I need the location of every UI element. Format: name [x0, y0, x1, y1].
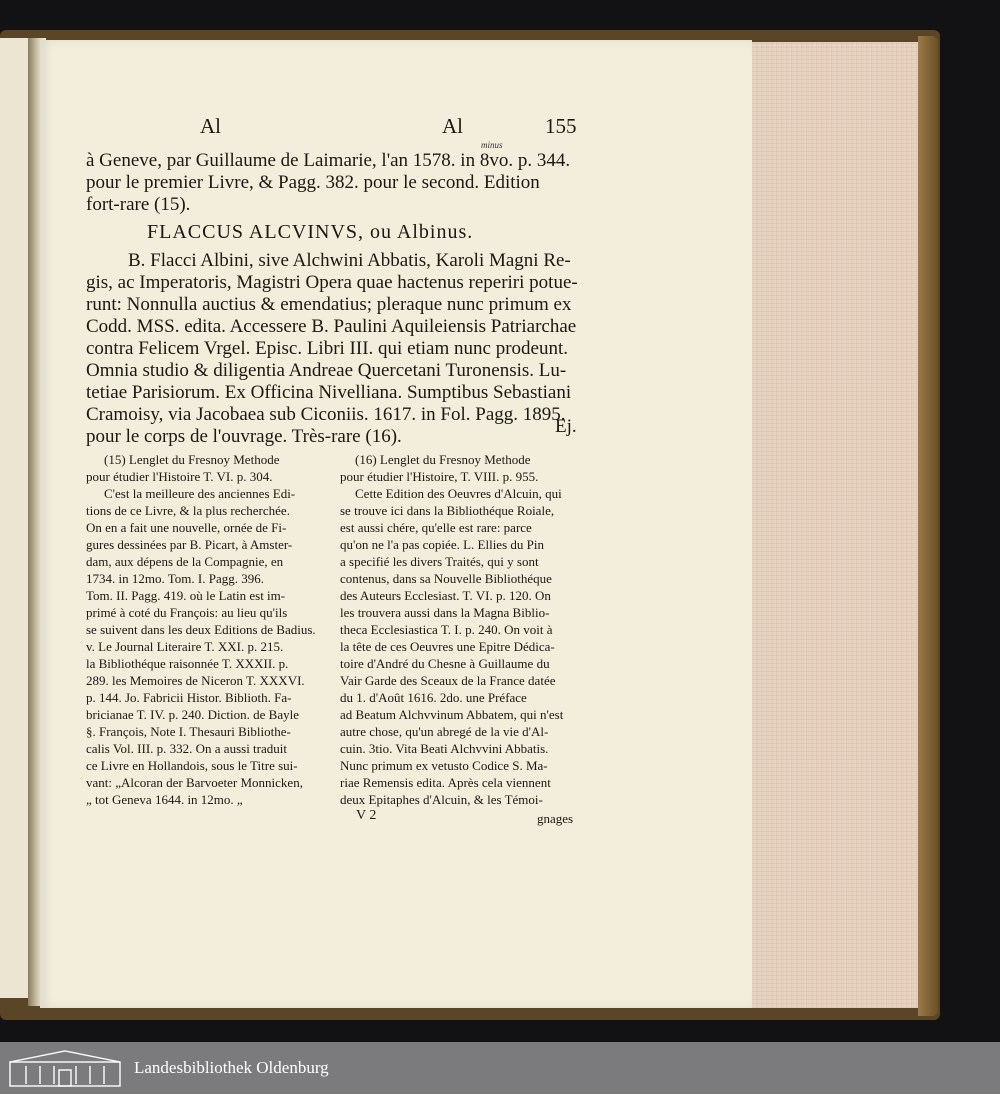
note-right-line: contenus, dans sa Nouvelle Bibliothéque — [340, 571, 552, 586]
intro-line: à Geneve, par Guillaume de Laimarie, l'an 1578. in 8vo. p. 344. — [86, 150, 571, 171]
note-left-line: On en a fait une nouvelle, ornée de Fi- — [86, 520, 287, 535]
note-right-line: la tête de ces Oeuvres une Epitre Dédica- — [340, 639, 555, 654]
note-right-line: theca Ecclesiastica T. I. p. 240. On voit à — [340, 622, 553, 637]
entry-line: tetiae Parisiorum. Ex Officina Nivelliana. Sumptibus Sebastiani — [86, 382, 572, 403]
note-right-line: des Auteurs Ecclesiast. T. VI. p. 120. On — [340, 588, 551, 603]
note-left-line: v. Le Journal Literaire T. XXI. p. 215. — [86, 639, 284, 654]
running-head-center: Al — [442, 114, 463, 138]
note-right-line: (16) Lenglet du Fresnoy Methode — [355, 452, 531, 467]
note-right-line: Vair Garde des Sceaux de la France datée — [340, 673, 556, 688]
note-left-line: tions de ce Livre, & la plus recherchée. — [86, 503, 290, 518]
handwritten-annotation: minus — [481, 140, 503, 150]
page-block-edges — [752, 42, 922, 1008]
note-left-line: 289. les Memoires de Niceron T. XXXVI. — [86, 673, 305, 688]
note-right-line: deux Epitaphes d'Alcuin, & les Témoi- — [340, 792, 543, 807]
note-left-line: calis Vol. III. p. 332. On a aussi traduit — [86, 741, 287, 756]
note-right-line: Nunc primum ex vetusto Codice S. Ma- — [340, 758, 548, 773]
note-right-line: riae Remensis edita. Après cela viennent — [340, 775, 551, 790]
note-left-line: dam, aux dépens de la Compagnie, en — [86, 554, 284, 569]
entry-line: B. Flacci Albini, sive Alchwini Abbatis, Karoli Magni Re- — [128, 250, 571, 271]
library-name: Landesbibliothek Oldenburg — [134, 1058, 329, 1077]
book-cover-edge — [918, 36, 938, 1016]
note-right-line: Cette Edition des Oeuvres d'Alcuin, qui — [355, 486, 562, 501]
note-right-line: du 1. d'Août 1616. 2do. une Préface — [340, 690, 527, 705]
note-left-line: gures dessinées par B. Picart, à Amster- — [86, 537, 293, 552]
note-left-line: primé à coté du François: au lieu qu'ils — [86, 605, 288, 620]
note-left-line: se suivent dans les deux Editions de Badius. — [86, 622, 316, 637]
note-right-line: les trouvera aussi dans la Magna Biblio- — [340, 605, 550, 620]
note-right-line: a specifié les divers Traités, qui y sont — [340, 554, 539, 569]
entry-line: pour le corps de l'ouvrage. Très-rare (16). — [86, 426, 402, 447]
entry-line: runt: Nonnulla auctius & emendatius; pleraque nunc primum ex — [86, 294, 572, 315]
note-right-line: qu'on ne l'a pas copiée. L. Ellies du Pin — [340, 537, 544, 552]
page-number: 155 — [545, 114, 577, 138]
note-left-line: ce Livre en Hollandois, sous le Titre sui- — [86, 758, 298, 773]
running-head-left: Al — [200, 114, 221, 138]
note-right-line: cuin. 3tio. Vita Beati Alchvvini Abbatis. — [340, 741, 549, 756]
library-footer — [0, 1042, 1000, 1094]
note-left-line: la Bibliothéque raisonnée T. XXXII. p. — [86, 656, 289, 671]
intro-line: pour le premier Livre, & Pagg. 382. pour le second. Edition — [86, 172, 540, 193]
note-right-line: autre chose, qu'un abregé de la vie d'Al- — [340, 724, 549, 739]
note-right-line: est aussi chére, qu'elle est rare: parce — [340, 520, 532, 535]
note-left-line: (15) Lenglet du Fresnoy Methode — [104, 452, 280, 467]
signature-mark: V 2 — [356, 808, 377, 823]
note-right-line: toire d'André du Chesne à Guillaume du — [340, 656, 550, 671]
library-building-logo — [6, 1048, 124, 1088]
note-right-line: ad Beatum Alchvvinum Abbatem, qui n'est — [340, 707, 564, 722]
note-right-line: pour étudier l'Histoire, T. VIII. p. 955. — [340, 469, 539, 484]
note-left-line: „ tot Geneva 1644. in 12mo. „ — [86, 792, 243, 807]
entry-line: contra Felicem Vrgel. Episc. Libri III. qui etiam nunc prodeunt. — [86, 338, 568, 359]
note-left-line: C'est la meilleure des anciennes Edi- — [104, 486, 296, 501]
catchword-top: Ej. — [555, 416, 577, 437]
note-left-line: pour étudier l'Histoire T. VI. p. 304. — [86, 469, 273, 484]
note-left-line: Tom. II. Pagg. 419. où le Latin est im- — [86, 588, 286, 603]
entry-title: FLACCUS ALCVINVS, ou Albinus. — [147, 221, 474, 243]
entry-line: gis, ac Imperatoris, Magistri Opera quae hactenus reperiri potue- — [86, 272, 578, 293]
entry-line: Omnia studio & diligentia Andreae Quercetani Turonensis. Lu- — [86, 360, 567, 381]
note-left-line: 1734. in 12mo. Tom. I. Pagg. 396. — [86, 571, 264, 586]
catchword-bottom: gnages — [537, 811, 574, 826]
note-left-line: §. François, Note I. Thesauri Bibliothe- — [86, 724, 291, 739]
entry-line: Codd. MSS. edita. Accessere B. Paulini Aquileiensis Patriarchae — [86, 316, 577, 337]
intro-line: fort-rare (15). — [86, 194, 191, 215]
note-left-line: bricianae T. IV. p. 240. Diction. de Bayle — [86, 707, 300, 722]
note-left-line: vant: „Alcoran der Barvoeter Monnicken, — [86, 775, 303, 790]
entry-line: Cramoisy, via Jacobaea sub Ciconiis. 1617. in Fol. Pagg. 1895. — [86, 404, 566, 425]
note-left-line: p. 144. Jo. Fabricii Histor. Biblioth. Fa- — [86, 690, 292, 705]
note-right-line: se trouve ici dans la Bibliothéque Roiale, — [340, 503, 555, 518]
